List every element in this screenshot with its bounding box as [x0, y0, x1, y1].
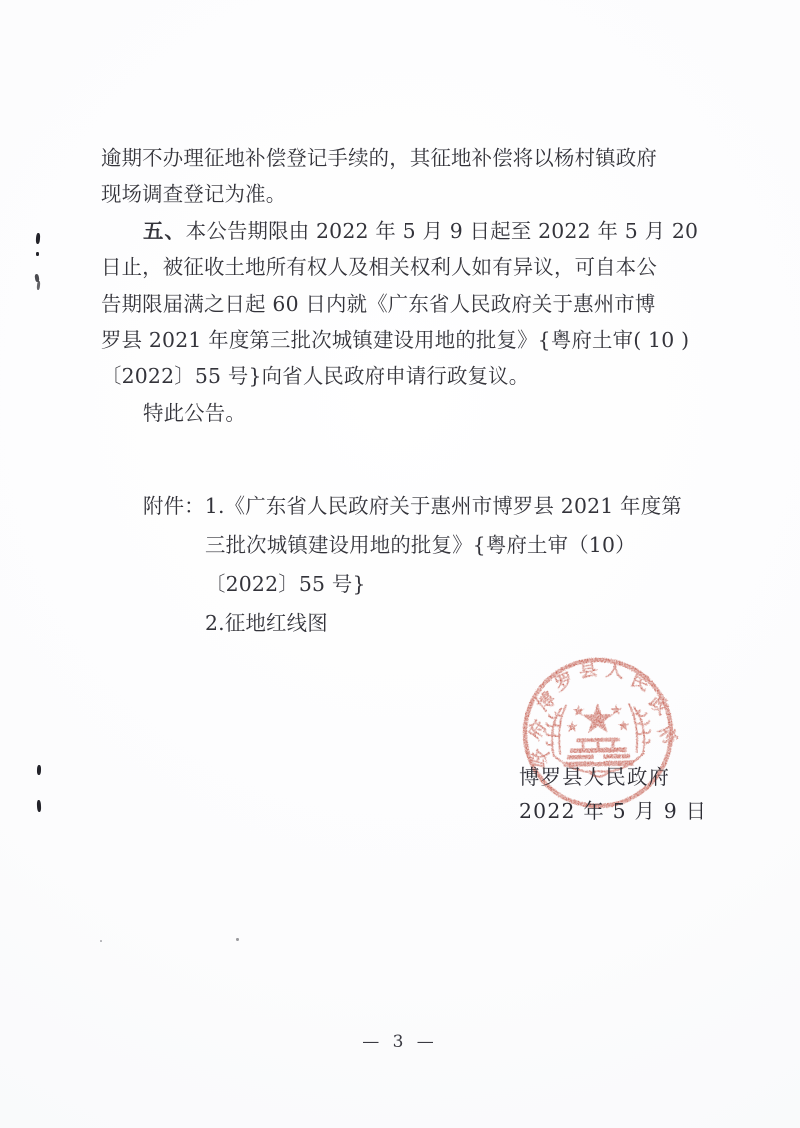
body-line-text: 本公告期限由 2022 年 5 月 9 日起至 2022 年 5 月 20 [185, 218, 699, 243]
body-line: 逾期不办理征地补偿登记手续的，其征地补偿将以杨村镇政府 [101, 146, 657, 170]
svg-text:政: 政 [528, 747, 554, 771]
svg-text:政: 政 [644, 691, 673, 720]
body-line: 〔2022〕55 号}向省人民政府申请行政复议。 [101, 364, 530, 389]
scan-speck [37, 765, 41, 775]
attachment-item [143, 604, 705, 643]
scan-speck [36, 252, 39, 256]
signature-issuer: 博罗县人民政府 [519, 765, 671, 789]
attachment-number: 2. [205, 611, 225, 635]
svg-text:府: 府 [524, 716, 552, 744]
scan-speck [236, 938, 239, 941]
attachment-text: 《广东省人民政府关于惠州市博罗县 2021 年度第 [224, 494, 682, 518]
body-line-with-marker [101, 213, 705, 249]
svg-text:罗: 罗 [551, 669, 577, 697]
body-line: 告期限届满之日起 60 日内就《广东省人民政府关于惠州市博 [101, 291, 656, 316]
scan-speck [37, 800, 42, 812]
attachment-number: 1. [204, 494, 225, 518]
svg-text:民: 民 [627, 669, 653, 696]
scan-speck [36, 233, 41, 244]
attachment-text: 〔2022〕55 号} [205, 572, 366, 596]
signature-area [505, 642, 708, 832]
attachment-section [143, 487, 705, 643]
body-line: 罗县 2021 年度第三批次城镇建设用地的批复》{粤府土审( 10 ) [101, 328, 690, 353]
scan-speck [37, 281, 41, 290]
attachment-text: 三批次城镇建设用地的批复》{粤府土审（10） [205, 533, 636, 557]
paragraph-hereby [101, 395, 705, 431]
body-line: 日止，被征收土地所有权人及相关权利人如有异议，可自本公 [101, 255, 657, 280]
svg-text:县: 县 [577, 659, 600, 683]
signature-date: 2022 年 5 月 9 日 [519, 799, 708, 823]
attachment-text: 征地红线图 [224, 611, 328, 635]
attachment-label: 附件： [143, 494, 205, 518]
paragraph-overdue [101, 140, 705, 213]
scan-speck [100, 940, 102, 942]
svg-text:博: 博 [532, 688, 561, 717]
page-number: — 3 — [362, 1032, 438, 1052]
body-line: 现场调查登记为准。 [101, 182, 287, 207]
document-body [101, 140, 705, 431]
paragraph-item-five [101, 213, 705, 395]
body-line: 特此公告。 [143, 400, 246, 425]
item-marker: 五、 [143, 218, 186, 243]
svg-text:府: 府 [653, 721, 681, 749]
svg-text:人: 人 [604, 659, 626, 683]
attachment-item [143, 487, 705, 526]
